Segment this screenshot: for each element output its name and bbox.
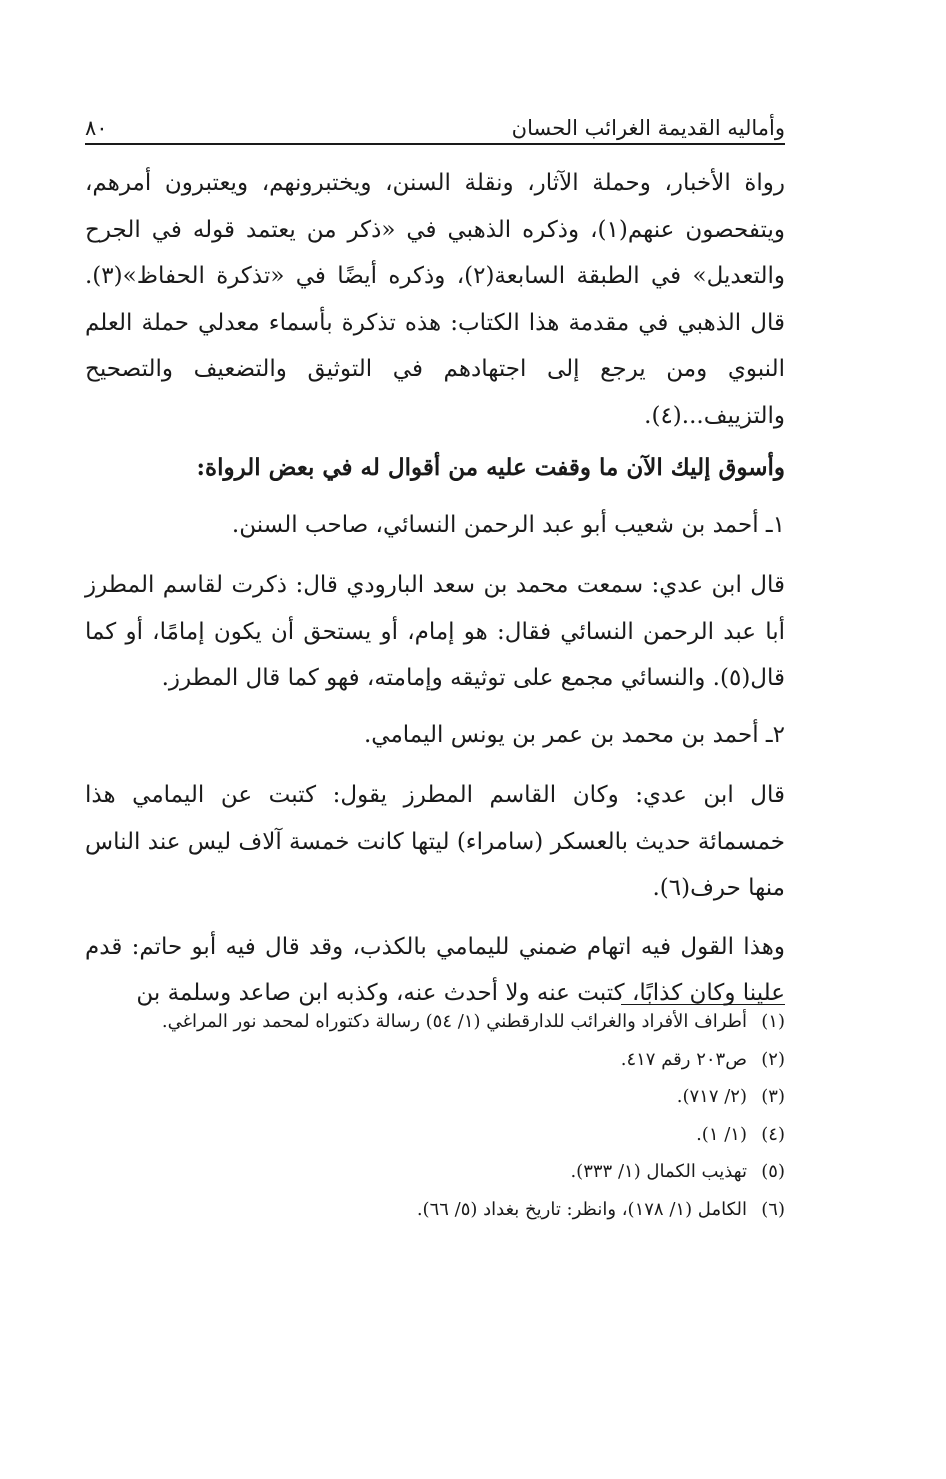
page-number: ٨٠	[85, 116, 108, 140]
footnote	[85, 1116, 785, 1154]
footnote-text: أطراف الأفراد والغرائب للدارقطني (١/ ٥٤) رسالة دكتوراه لمحمد نور المراغي.	[161, 1011, 747, 1032]
intro-paragraph: رواة الأخبار، وحملة الآثار، ونقلة السنن، ويختبرونهم، ويعتبرون أمرهم، ويتفحصون عنهم(١)، وذكره الذهبي في «ذكر من يعتمد قوله في الجرح والتعديل» في الطبقة السابعة(٢)، وذكره أيضًا في «تذكرة الحفاظ»(٣). قال الذهبي في مقدمة هذا الكتاب: هذه تذكرة بأسماء معدلي حملة العلم النبوي ومن يرجع إلى اجتهادهم في التوثيق والتضعيف والتصحيح والتزييف...(٤).	[85, 170, 786, 429]
entry-1-title: ١ـ أحمد بن شعيب أبو عبد الرحمن النسائي، صاحب السنن.	[231, 511, 785, 538]
entry-2-text: قال ابن عدي: وكان القاسم المطرز يقول: كتبت عن اليمامي هذا خمسمائة حديث بالعسكر (سامراء) ليتها كانت خمسة آلاف ليس عند الناس منها حرف(٦).	[85, 782, 785, 901]
footnote	[85, 1041, 785, 1079]
entry-2-title: ٢ـ أحمد بن محمد بن عمر بن يونس اليمامي.	[364, 721, 785, 748]
main-text	[85, 160, 785, 1017]
footnote-number: (٦)	[761, 1198, 785, 1220]
footnotes	[85, 1003, 785, 1228]
footnote-number: (٣)	[761, 1086, 785, 1107]
footnote	[85, 1153, 785, 1191]
section-heading: وأسوق إليك الآن ما وقفت عليه من أقوال له في بعض الرواة:	[196, 454, 785, 481]
footnote-text: (١/ ١).	[696, 1123, 747, 1145]
footnote-text: (٢/ ٧١٧).	[676, 1086, 747, 1107]
entry-1-text: قال ابن عدي: سمعت محمد بن سعد البارودي قال: ذكرت لقاسم المطرز أبا عبد الرحمن النسائي فقال: هو إمام، أو يستحق أن يكون إمامًا، أو كما قال(٥). والنسائي مجمع على توثيقه وإمامته، فهو كما قال المطرز.	[85, 572, 785, 691]
header-rule	[85, 143, 785, 145]
footnote-number: (٤)	[761, 1123, 785, 1145]
footnote-text: تهذيب الكمال (١/ ٣٣٣).	[570, 1161, 747, 1182]
page-header	[85, 96, 785, 140]
footnote-text: الكامل (١/ ١٧٨)، وانظر: تاريخ بغداد (٥/ ٦٦).	[416, 1198, 747, 1220]
footnote-number: (١)	[761, 1011, 785, 1032]
running-title: وأماليه القديمة الغرائب الحسان	[511, 116, 785, 140]
closing-paragraph: وهذا القول فيه اتهام ضمني لليمامي بالكذب، وقد قال فيه أبو حاتم: قدم علينا وكان كذابًا، كتبت عنه ولا أحدث عنه، وكذبه ابن صاعد وسلمة بن	[85, 933, 785, 1006]
footnote	[85, 1003, 785, 1041]
footnote	[85, 1078, 785, 1116]
footnote-text: ص٢٠٣ رقم ٤١٧.	[620, 1048, 747, 1070]
footnote-number: (٢)	[761, 1048, 785, 1070]
footnote-number: (٥)	[761, 1161, 785, 1182]
footnote	[85, 1191, 785, 1229]
